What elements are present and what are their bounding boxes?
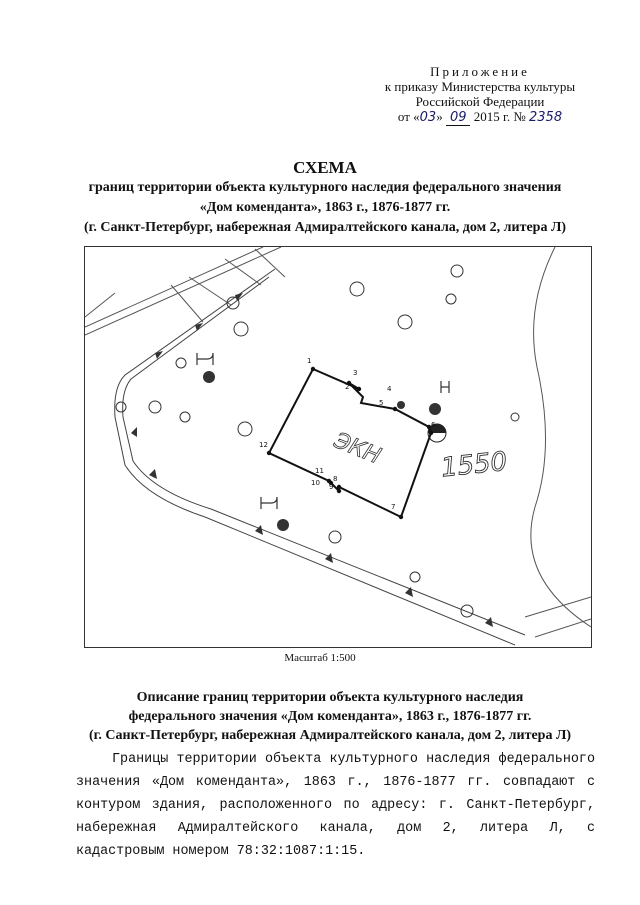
vertex-label-10: 10	[311, 479, 320, 487]
scheme-title: СХЕМА	[293, 158, 357, 177]
annex-line1: к приказу Министерства культуры	[384, 79, 576, 94]
annex-day: 03	[419, 110, 437, 125]
description-title-1: Описание границ территории объекта культурного наследия	[136, 690, 524, 705]
scheme-subtitle-2: «Дом коменданта», 1863 г., 1876-1877 гг.	[199, 200, 451, 215]
map-trees	[116, 265, 519, 617]
vertex-label-8: 8	[333, 475, 338, 483]
annex-date-prefix: от «	[397, 109, 420, 124]
annex-title: Приложение	[430, 64, 530, 79]
map-bank-ticks	[131, 293, 493, 627]
building-label: ЭКН	[330, 428, 385, 470]
annex-block	[370, 64, 590, 126]
annex-order-line	[370, 109, 590, 126]
map-scale: Масштаб 1:500	[284, 652, 356, 664]
annex-line2: Российской Федерации	[415, 94, 545, 109]
vertex-label-9: 9	[329, 483, 334, 491]
scheme-subtitle-1: границ территории объекта культурного наследия федерального значения	[88, 180, 562, 195]
annex-mid: »	[436, 109, 443, 124]
vertex-label-2: 2	[345, 383, 350, 391]
map-right-contour	[525, 247, 591, 637]
vertex-label-5: 5	[379, 399, 384, 407]
site-plan-map	[84, 246, 592, 648]
vertex-label-12: 12	[259, 441, 268, 449]
annex-month: 09	[446, 110, 471, 126]
map-street-lines	[85, 247, 285, 335]
scheme-subtitle-3: (г. Санкт-Петербург, набережная Адмиралтейского канала, дом 2, литера Л)	[83, 220, 567, 235]
vertex-label-3: 3	[353, 369, 358, 377]
description-title-2: федерального значения «Дом коменданта», 1863 г., 1876-1877 гг.	[128, 709, 532, 724]
annex-number: 2358	[529, 110, 563, 125]
description-title	[60, 688, 600, 745]
vertex-label-11: 11	[315, 467, 324, 475]
vertex-label-7: 7	[391, 503, 396, 511]
vertex-label-1: 1	[307, 357, 312, 365]
annex-year: 2015 г. №	[473, 109, 526, 124]
description-body: Границы территории объекта культурного наследия федерального значения «Дом коменданта», 1863 г., 1876-1877 гг. совпадают с контуром здания, расположенного по адресу: г. Санкт-Петербург, набережная Адмиралтейского канала, дом 2, литера Л, с кадастровым номером 78:32:1087:1:15.	[76, 752, 595, 859]
site-plan-svg	[85, 247, 591, 647]
vertex-label-4: 4	[387, 385, 392, 393]
scheme-title-block	[60, 158, 590, 238]
parcel-number: 1550	[439, 446, 509, 484]
vertex-label-6: 6	[431, 421, 436, 429]
description-title-3: (г. Санкт-Петербург, набережная Адмиралтейского канала, дом 2, литера Л)	[88, 728, 572, 743]
